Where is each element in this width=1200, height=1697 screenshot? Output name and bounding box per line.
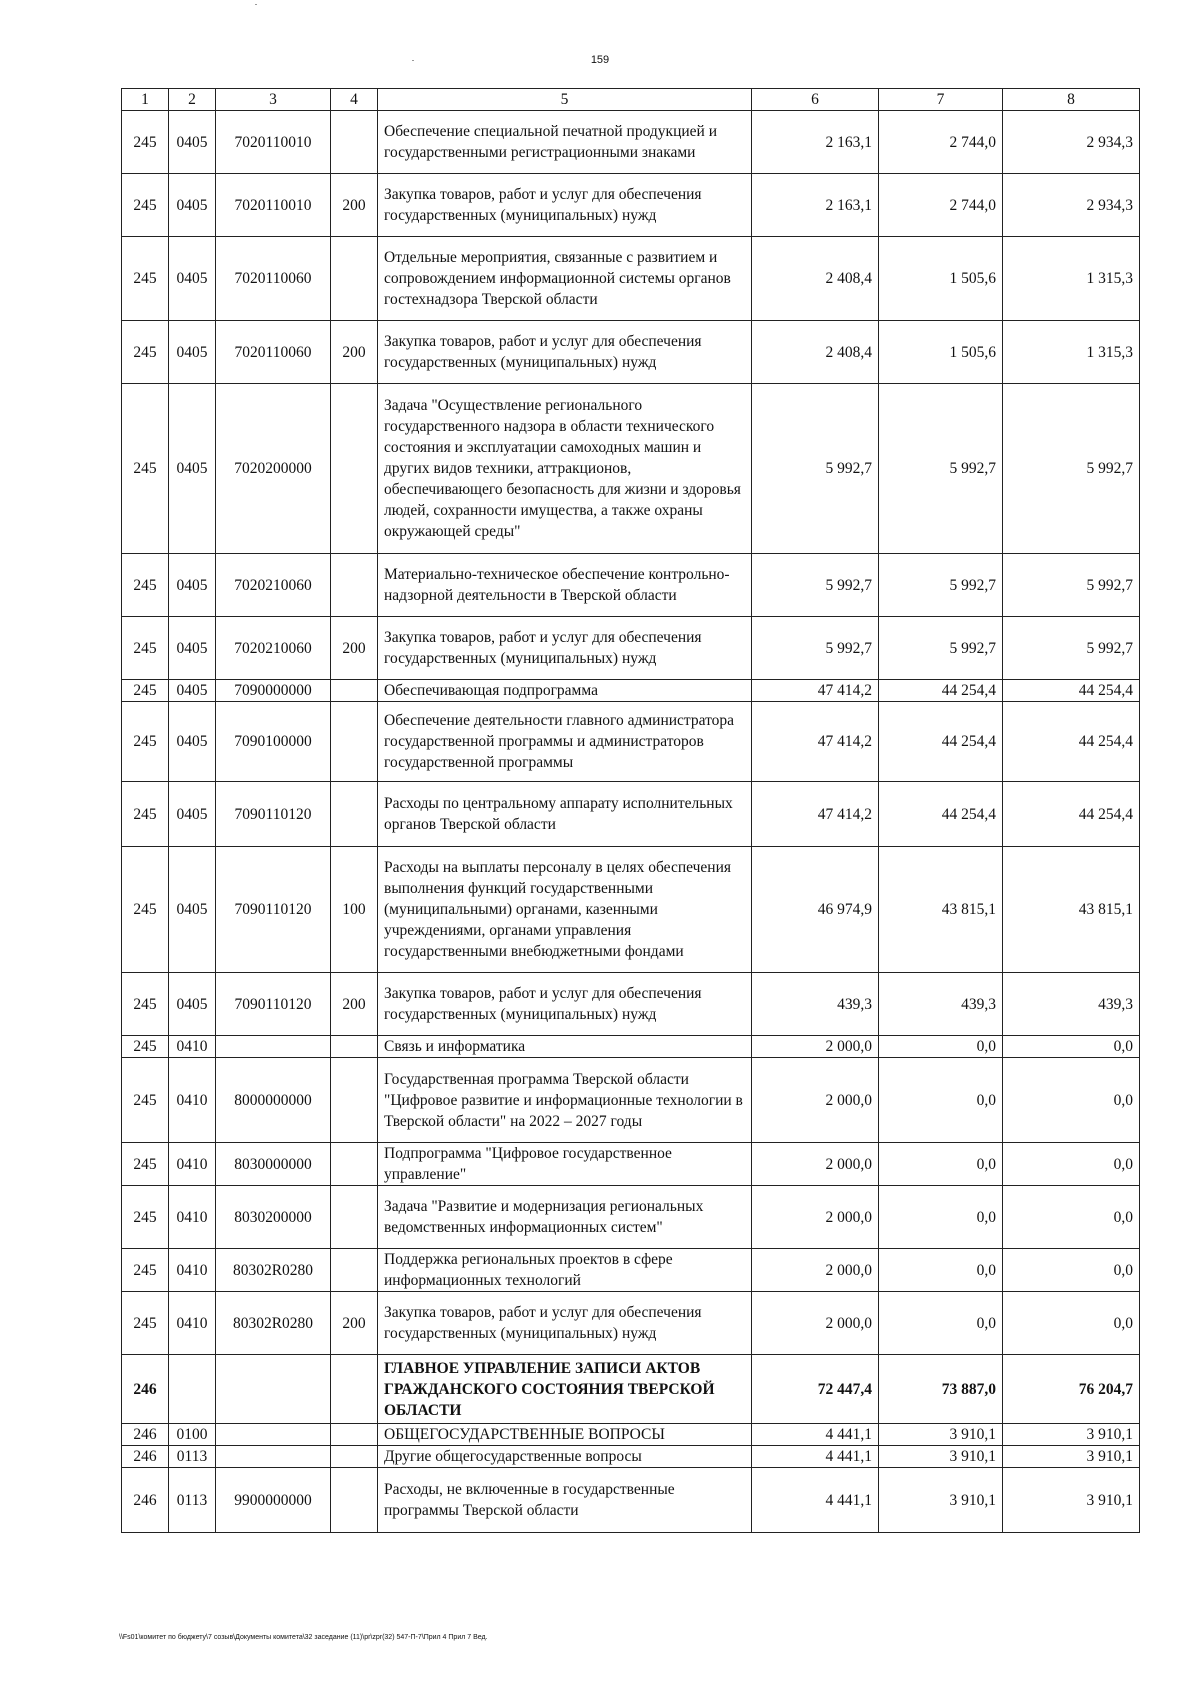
amount-year2-cell: 0,0 (879, 1058, 1003, 1143)
section-code-cell: 0405 (169, 702, 216, 782)
target-article-cell: 80302R0280 (216, 1292, 331, 1355)
amount-year2-cell: 0,0 (879, 1292, 1003, 1355)
amount-year3-cell: 3 910,1 (1003, 1468, 1140, 1533)
expense-type-cell (331, 384, 378, 554)
section-code-cell: 0405 (169, 782, 216, 847)
section-code-cell: 0410 (169, 1186, 216, 1249)
description-cell: Отдельные мероприятия, связанные с развитием и сопровождением информационной системы органов гостехнадзора Тверской области (378, 237, 752, 321)
amount-year3-cell: 1 315,3 (1003, 321, 1140, 384)
column-header: 7 (879, 89, 1003, 111)
target-article-cell (216, 1036, 331, 1058)
table-row (122, 384, 1140, 554)
amount-year3-cell: 5 992,7 (1003, 617, 1140, 680)
amount-year2-cell: 73 887,0 (879, 1355, 1003, 1424)
admin-code-cell: 245 (122, 1143, 169, 1186)
description-cell: Расходы по центральному аппарату исполнительных органов Тверской области (378, 782, 752, 847)
target-article-cell: 7020200000 (216, 384, 331, 554)
column-header: 2 (169, 89, 216, 111)
section-code-cell: 0405 (169, 237, 216, 321)
description-cell: Закупка товаров, работ и услуг для обеспечения государственных (муниципальных) нужд (378, 1292, 752, 1355)
page-number: 159 (590, 54, 610, 66)
description-cell: Закупка товаров, работ и услуг для обеспечения государственных (муниципальных) нужд (378, 174, 752, 237)
table-row (122, 554, 1140, 617)
table-row (122, 174, 1140, 237)
admin-code-cell: 245 (122, 1249, 169, 1292)
amount-year1-cell: 2 408,4 (752, 321, 879, 384)
admin-code-cell: 245 (122, 847, 169, 973)
table-row (122, 1424, 1140, 1446)
column-header: 3 (216, 89, 331, 111)
amount-year2-cell: 5 992,7 (879, 617, 1003, 680)
table-row (122, 973, 1140, 1036)
table-row (122, 1143, 1140, 1186)
amount-year1-cell: 4 441,1 (752, 1468, 879, 1533)
description-cell: ГЛАВНОЕ УПРАВЛЕНИЕ ЗАПИСИ АКТОВ ГРАЖДАНСКОГО СОСТОЯНИЯ ТВЕРСКОЙ ОБЛАСТИ (378, 1355, 752, 1424)
target-article-cell: 7090110120 (216, 973, 331, 1036)
expense-type-cell (331, 111, 378, 174)
description-cell: Закупка товаров, работ и услуг для обеспечения государственных (муниципальных) нужд (378, 321, 752, 384)
section-code-cell: 0405 (169, 847, 216, 973)
target-article-cell: 8000000000 (216, 1058, 331, 1143)
amount-year2-cell: 43 815,1 (879, 847, 1003, 973)
table-row (122, 1292, 1140, 1355)
description-cell: Государственная программа Тверской области "Цифровое развитие и информационные технологии в Тверской области" на 2022 – 2027 годы (378, 1058, 752, 1143)
target-article-cell: 7090110120 (216, 782, 331, 847)
section-code-cell: 0113 (169, 1468, 216, 1533)
description-cell: Материально-техническое обеспечение контрольно-надзорной деятельности в Тверской области (378, 554, 752, 617)
amount-year3-cell: 0,0 (1003, 1249, 1140, 1292)
description-cell: Закупка товаров, работ и услуг для обеспечения государственных (муниципальных) нужд (378, 973, 752, 1036)
amount-year2-cell: 0,0 (879, 1249, 1003, 1292)
target-article-cell (216, 1446, 331, 1468)
expense-type-cell (331, 237, 378, 321)
description-cell: Подпрограмма "Цифровое государственное управление" (378, 1143, 752, 1186)
admin-code-cell: 245 (122, 1036, 169, 1058)
column-header: 4 (331, 89, 378, 111)
amount-year1-cell: 47 414,2 (752, 702, 879, 782)
target-article-cell: 7090100000 (216, 702, 331, 782)
expense-type-cell: 200 (331, 1292, 378, 1355)
section-code-cell: 0410 (169, 1143, 216, 1186)
section-code-cell: 0405 (169, 680, 216, 702)
expense-type-cell: 200 (331, 321, 378, 384)
column-header: 1 (122, 89, 169, 111)
amount-year3-cell: 44 254,4 (1003, 782, 1140, 847)
expense-type-cell (331, 702, 378, 782)
amount-year3-cell: 2 934,3 (1003, 174, 1140, 237)
section-code-cell: 0410 (169, 1036, 216, 1058)
amount-year3-cell: 0,0 (1003, 1143, 1140, 1186)
amount-year3-cell: 44 254,4 (1003, 680, 1140, 702)
target-article-cell: 7020210060 (216, 554, 331, 617)
admin-code-cell: 246 (122, 1424, 169, 1446)
description-cell: Задача "Осуществление регионального государственного надзора в области технического состояния и эксплуатации самоходных машин и других видов техники, аттракционов, обеспечивающего безопасность для жизни и здоровья людей, сохранности имущества, а также охраны окружающей среды" (378, 384, 752, 554)
description-cell: Связь и информатика (378, 1036, 752, 1058)
target-article-cell (216, 1424, 331, 1446)
amount-year1-cell: 5 992,7 (752, 617, 879, 680)
table-row (122, 617, 1140, 680)
amount-year3-cell: 439,3 (1003, 973, 1140, 1036)
expense-type-cell (331, 1424, 378, 1446)
target-article-cell: 80302R0280 (216, 1249, 331, 1292)
expense-type-cell: 200 (331, 617, 378, 680)
table-body (122, 111, 1140, 1533)
target-article-cell: 7020210060 (216, 617, 331, 680)
admin-code-cell: 245 (122, 782, 169, 847)
scan-speck (255, 4, 257, 5)
amount-year2-cell: 5 992,7 (879, 384, 1003, 554)
amount-year1-cell: 2 000,0 (752, 1143, 879, 1186)
table-row (122, 782, 1140, 847)
column-header: 8 (1003, 89, 1140, 111)
amount-year2-cell: 1 505,6 (879, 237, 1003, 321)
target-article-cell: 7090110120 (216, 847, 331, 973)
table-row (122, 680, 1140, 702)
table-row (122, 1249, 1140, 1292)
amount-year3-cell: 1 315,3 (1003, 237, 1140, 321)
amount-year1-cell: 46 974,9 (752, 847, 879, 973)
admin-code-cell: 245 (122, 384, 169, 554)
amount-year3-cell: 44 254,4 (1003, 702, 1140, 782)
target-article-cell: 8030000000 (216, 1143, 331, 1186)
table-row (122, 1468, 1140, 1533)
expense-type-cell (331, 1355, 378, 1424)
amount-year1-cell: 2 163,1 (752, 174, 879, 237)
amount-year3-cell: 5 992,7 (1003, 384, 1140, 554)
admin-code-cell: 245 (122, 321, 169, 384)
amount-year1-cell: 2 000,0 (752, 1036, 879, 1058)
admin-code-cell: 245 (122, 617, 169, 680)
amount-year1-cell: 4 441,1 (752, 1424, 879, 1446)
amount-year1-cell: 47 414,2 (752, 680, 879, 702)
target-article-cell: 9900000000 (216, 1468, 331, 1533)
amount-year1-cell: 2 000,0 (752, 1292, 879, 1355)
description-cell: Обеспечение деятельности главного администратора государственной программы и администраторов государственной программы (378, 702, 752, 782)
section-code-cell: 0113 (169, 1446, 216, 1468)
admin-code-cell: 246 (122, 1355, 169, 1424)
budget-table (121, 88, 1140, 1533)
table-row (122, 702, 1140, 782)
amount-year3-cell: 2 934,3 (1003, 111, 1140, 174)
expense-type-cell: 200 (331, 174, 378, 237)
description-cell: Обеспечивающая подпрограмма (378, 680, 752, 702)
target-article-cell: 7020110060 (216, 321, 331, 384)
amount-year1-cell: 47 414,2 (752, 782, 879, 847)
expense-type-cell (331, 782, 378, 847)
section-code-cell: 0405 (169, 111, 216, 174)
table-row (122, 1058, 1140, 1143)
admin-code-cell: 245 (122, 237, 169, 321)
table-row (122, 1446, 1140, 1468)
section-code-cell: 0405 (169, 174, 216, 237)
table-row (122, 237, 1140, 321)
amount-year1-cell: 2 000,0 (752, 1249, 879, 1292)
description-cell: Поддержка региональных проектов в сфере информационных технологий (378, 1249, 752, 1292)
amount-year1-cell: 5 992,7 (752, 384, 879, 554)
table-row (122, 1036, 1140, 1058)
amount-year1-cell: 2 408,4 (752, 237, 879, 321)
column-number-row (122, 89, 1140, 111)
table-row (122, 321, 1140, 384)
amount-year2-cell: 44 254,4 (879, 782, 1003, 847)
amount-year1-cell: 2 163,1 (752, 111, 879, 174)
description-cell: ОБЩЕГОСУДАРСТВЕННЫЕ ВОПРОСЫ (378, 1424, 752, 1446)
amount-year2-cell: 3 910,1 (879, 1446, 1003, 1468)
expense-type-cell (331, 680, 378, 702)
amount-year2-cell: 3 910,1 (879, 1468, 1003, 1533)
amount-year2-cell: 2 744,0 (879, 111, 1003, 174)
amount-year3-cell: 43 815,1 (1003, 847, 1140, 973)
expense-type-cell: 100 (331, 847, 378, 973)
table-row (122, 1186, 1140, 1249)
admin-code-cell: 245 (122, 1058, 169, 1143)
description-cell: Расходы, не включенные в государственные программы Тверской области (378, 1468, 752, 1533)
expense-type-cell (331, 1468, 378, 1533)
target-article-cell: 7020110060 (216, 237, 331, 321)
amount-year2-cell: 0,0 (879, 1036, 1003, 1058)
file-path-footer: \\Fs01\комитет по бюджету\7 созыв\Документы комитета\32 заседание (11)\pr\zpr(32) 547-П-7\Прил 4 Прил 7 Вед. (119, 1634, 488, 1641)
section-code-cell: 0405 (169, 321, 216, 384)
section-code-cell: 0405 (169, 973, 216, 1036)
admin-code-cell: 246 (122, 1446, 169, 1468)
admin-code-cell: 246 (122, 1468, 169, 1533)
expense-type-cell (331, 554, 378, 617)
target-article-cell: 7020110010 (216, 174, 331, 237)
description-cell: Другие общегосударственные вопросы (378, 1446, 752, 1468)
section-code-cell: 0410 (169, 1249, 216, 1292)
expense-type-cell (331, 1036, 378, 1058)
expense-type-cell (331, 1058, 378, 1143)
amount-year3-cell: 3 910,1 (1003, 1446, 1140, 1468)
admin-code-cell: 245 (122, 174, 169, 237)
description-cell: Закупка товаров, работ и услуг для обеспечения государственных (муниципальных) нужд (378, 617, 752, 680)
amount-year3-cell: 0,0 (1003, 1292, 1140, 1355)
admin-code-cell: 245 (122, 1292, 169, 1355)
expense-type-cell (331, 1186, 378, 1249)
expense-type-cell (331, 1446, 378, 1468)
amount-year3-cell: 3 910,1 (1003, 1424, 1140, 1446)
amount-year2-cell: 44 254,4 (879, 702, 1003, 782)
amount-year2-cell: 2 744,0 (879, 174, 1003, 237)
section-code-cell: 0405 (169, 554, 216, 617)
admin-code-cell: 245 (122, 973, 169, 1036)
table-row (122, 847, 1140, 973)
target-article-cell (216, 1355, 331, 1424)
table-row (122, 1355, 1140, 1424)
amount-year2-cell: 3 910,1 (879, 1424, 1003, 1446)
amount-year2-cell: 1 505,6 (879, 321, 1003, 384)
amount-year1-cell: 5 992,7 (752, 554, 879, 617)
amount-year3-cell: 5 992,7 (1003, 554, 1140, 617)
amount-year1-cell: 4 441,1 (752, 1446, 879, 1468)
target-article-cell: 8030200000 (216, 1186, 331, 1249)
description-cell: Задача "Развитие и модернизация региональных ведомственных информационных систем" (378, 1186, 752, 1249)
section-code-cell: 0410 (169, 1058, 216, 1143)
section-code-cell: 0410 (169, 1292, 216, 1355)
section-code-cell: 0405 (169, 617, 216, 680)
scan-speck (412, 60, 414, 61)
section-code-cell: 0100 (169, 1424, 216, 1446)
expense-type-cell (331, 1143, 378, 1186)
amount-year1-cell: 439,3 (752, 973, 879, 1036)
section-code-cell: 0405 (169, 384, 216, 554)
target-article-cell: 7020110010 (216, 111, 331, 174)
admin-code-cell: 245 (122, 680, 169, 702)
amount-year2-cell: 0,0 (879, 1143, 1003, 1186)
column-header: 5 (378, 89, 752, 111)
expense-type-cell (331, 1249, 378, 1292)
admin-code-cell: 245 (122, 1186, 169, 1249)
amount-year3-cell: 0,0 (1003, 1036, 1140, 1058)
description-cell: Расходы на выплаты персоналу в целях обеспечения выполнения функций государственными (муниципальными) органами, казенными учреждениями, органами управления государственными внебюджетными фондами (378, 847, 752, 973)
amount-year2-cell: 44 254,4 (879, 680, 1003, 702)
amount-year1-cell: 2 000,0 (752, 1058, 879, 1143)
amount-year2-cell: 439,3 (879, 973, 1003, 1036)
amount-year1-cell: 2 000,0 (752, 1186, 879, 1249)
amount-year1-cell: 72 447,4 (752, 1355, 879, 1424)
column-header: 6 (752, 89, 879, 111)
amount-year3-cell: 0,0 (1003, 1058, 1140, 1143)
amount-year3-cell: 76 204,7 (1003, 1355, 1140, 1424)
admin-code-cell: 245 (122, 702, 169, 782)
amount-year2-cell: 0,0 (879, 1186, 1003, 1249)
target-article-cell: 7090000000 (216, 680, 331, 702)
section-code-cell (169, 1355, 216, 1424)
expense-type-cell: 200 (331, 973, 378, 1036)
amount-year3-cell: 0,0 (1003, 1186, 1140, 1249)
table-row (122, 111, 1140, 174)
description-cell: Обеспечение специальной печатной продукцией и государственными регистрационными знаками (378, 111, 752, 174)
admin-code-cell: 245 (122, 111, 169, 174)
admin-code-cell: 245 (122, 554, 169, 617)
amount-year2-cell: 5 992,7 (879, 554, 1003, 617)
